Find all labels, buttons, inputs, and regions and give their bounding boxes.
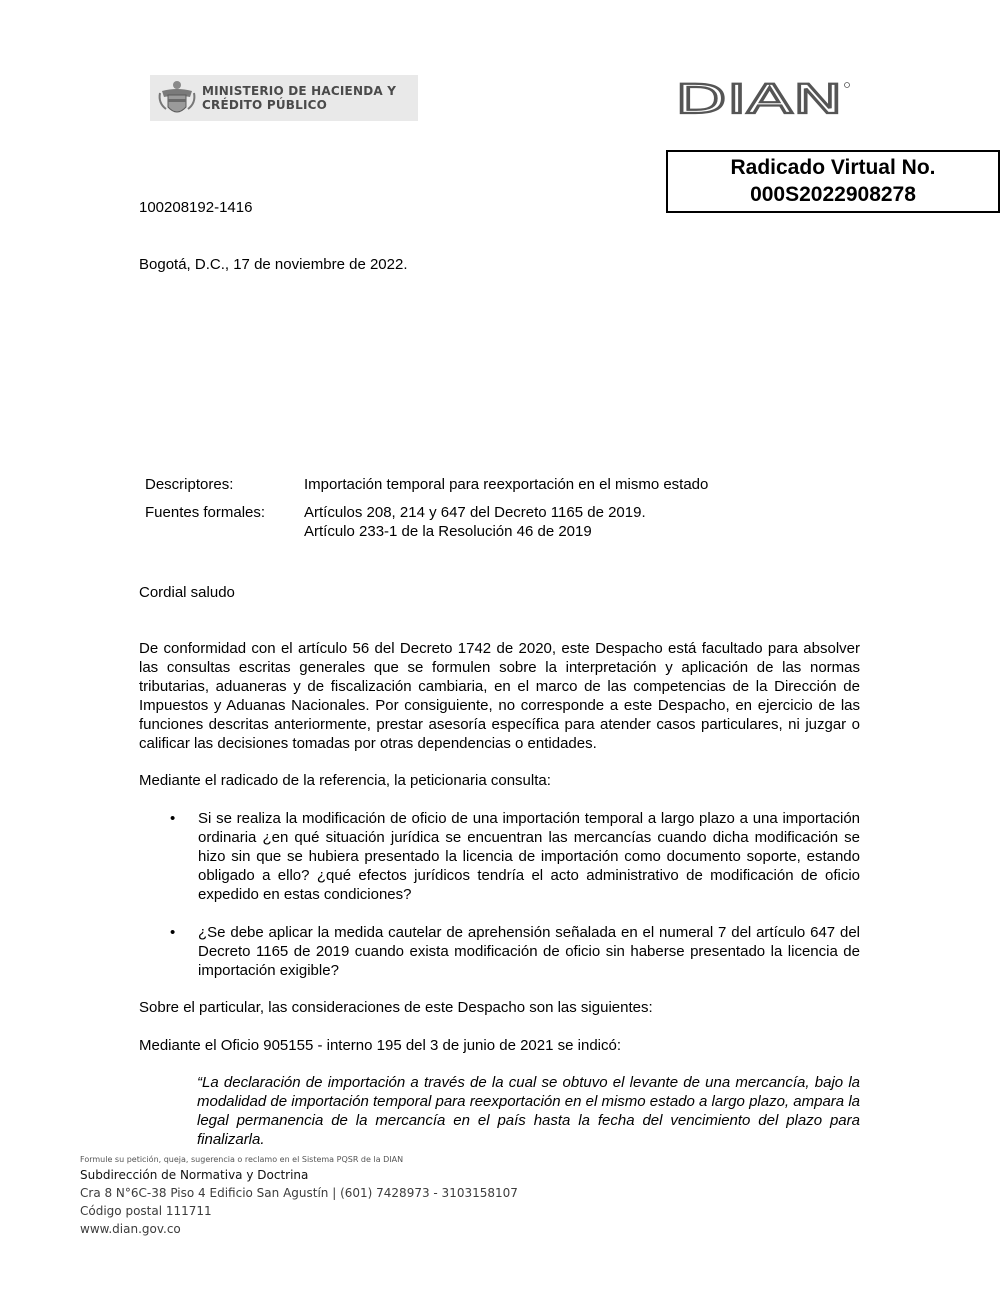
- paragraph-oficio: Mediante el Oficio 905155 - interno 195 del 3 de junio de 2021 se indicó:: [139, 1037, 621, 1054]
- descriptors-value: Importación temporal para reexportación en el mismo estado: [304, 476, 709, 493]
- dian-logo-text: DIAN: [675, 80, 843, 120]
- list-item: Si se realiza la modificación de oficio de una importación temporal a largo plazo a una importación ordinaria ¿en qué situación jurídica se encuentran las mercancías cuando dicha modificación se hizo sin que se hubiera presentado la licencia de importación como documento soporte, estando obligado a ello? ¿qué efectos jurídicos tendría el acto administrativo de modificación de oficio expedido en estas condiciones?: [198, 810, 860, 903]
- footer-postal-code: Código postal 111711: [80, 1204, 212, 1218]
- dian-logo: [675, 80, 855, 120]
- radicado-label: Radicado Virtual No.: [730, 156, 936, 179]
- sources-label: Fuentes formales:: [145, 504, 266, 521]
- radicado-number: 000S2022908278: [750, 183, 916, 206]
- coat-of-arms-icon: [156, 77, 198, 119]
- footer-office: Subdirección de Normativa y Doctrina: [80, 1168, 309, 1182]
- paragraph-considerations: Sobre el particular, las consideraciones de este Despacho son las siguientes:: [139, 999, 653, 1016]
- greeting: Cordial saludo: [139, 584, 235, 601]
- footer-website-link[interactable]: www.dian.gov.co: [80, 1222, 181, 1236]
- footer-note: Formule su petición, queja, sugerencia o reclamo en el Sistema PQSR de la DIAN: [80, 1155, 404, 1164]
- place-date: Bogotá, D.C., 17 de noviembre de 2022.: [139, 256, 408, 273]
- bullet-marker: •: [170, 810, 176, 827]
- footer-address: Cra 8 N°6C-38 Piso 4 Edificio San Agustín | (601) 7428973 - 3103158107: [80, 1186, 518, 1200]
- paragraph-competence: De conformidad con el artículo 56 del Decreto 1742 de 2020, este Despacho está facultado para absolver las consultas escritas generales que se formulen sobre la interpretación y aplicación de las normas tributarias, aduaneras y de fiscalización cambiaria, en el marco de las competencias de la Dirección de Impuestos y Aduanas Nacionales. Por consiguiente, no corresponde a este Despacho, en ejercicio de las funciones descritas anteriormente, prestar asesoría específica para atender casos particulares, ni juzgar o calificar las decisiones tomadas por otras dependencias o entidades.: [139, 640, 860, 752]
- quoted-text: “La declaración de importación a través de la cual se obtuvo el levante de una mercancía, bajo la modalidad de importación temporal para reexportación en el mismo estado a largo plazo, ampara la legal permanencia de la mercancía en el país hasta la fecha del vencimiento del plazo para finalizarla.: [197, 1074, 860, 1148]
- ministry-name-line1: MINISTERIO DE HACIENDA Y: [202, 84, 397, 98]
- sources-line1: Artículos 208, 214 y 647 del Decreto 1165 de 2019.: [304, 504, 646, 521]
- descriptors-label: Descriptores:: [145, 476, 234, 493]
- sources-line2: Artículo 233-1 de la Resolución 46 de 2019: [304, 523, 592, 540]
- bullet-marker: •: [170, 924, 176, 941]
- list-item: ¿Se debe aplicar la medida cautelar de aprehensión señalada en el numeral 7 del artículo 647 del Decreto 1165 de 2019 cuando exista modificación de oficio sin haberse presentado la licencia de importación exigible?: [198, 924, 860, 979]
- ministry-logo: [150, 75, 418, 121]
- ministry-name-line2: CRÉDITO PÚBLICO: [202, 98, 328, 112]
- paragraph-query-intro: Mediante el radicado de la referencia, la peticionaria consulta:: [139, 772, 551, 789]
- reference-number: 100208192-1416: [139, 199, 253, 216]
